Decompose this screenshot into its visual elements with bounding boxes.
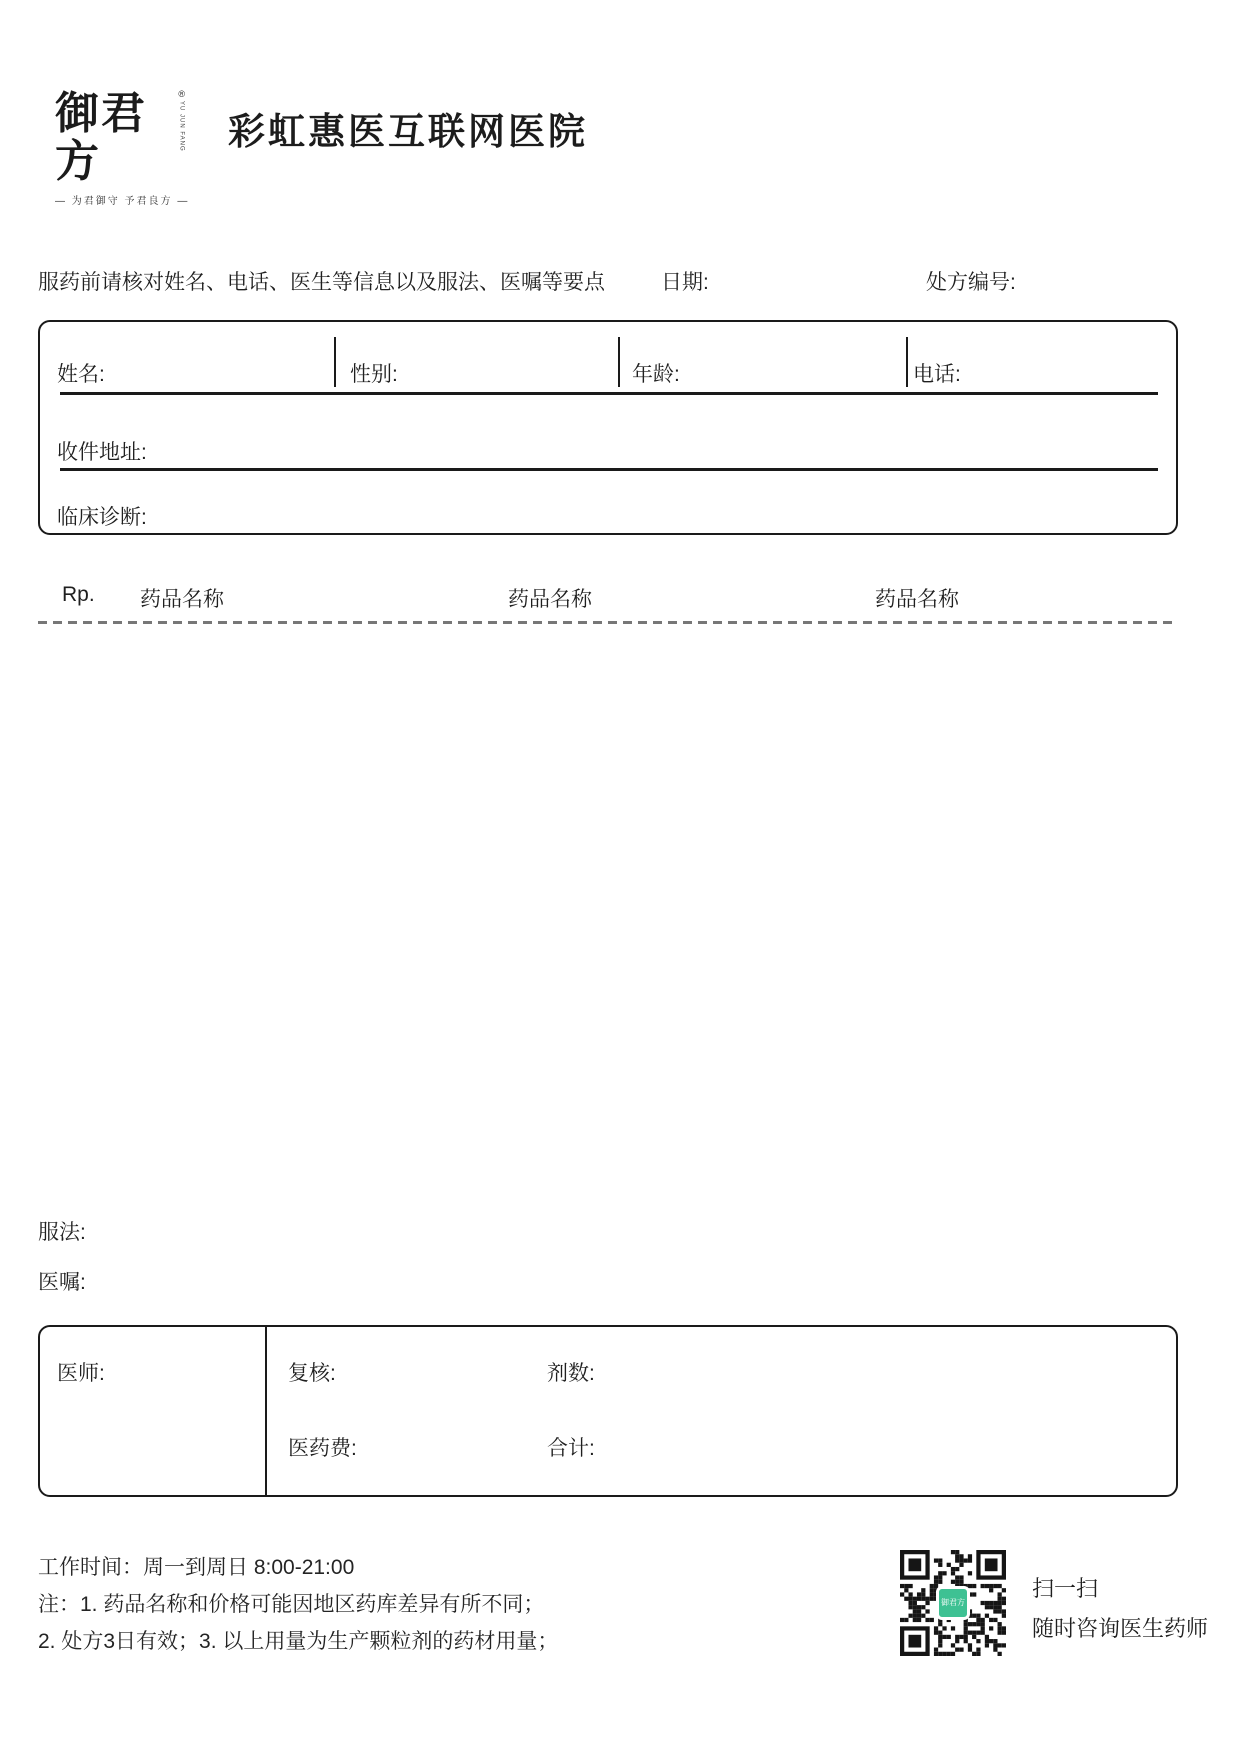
patient-phone-label: 电话: bbox=[913, 363, 961, 386]
dashed-separator bbox=[38, 621, 1178, 624]
review-label: 复核: bbox=[288, 1362, 336, 1385]
qr-code bbox=[900, 1550, 1006, 1656]
brand-logo-marks bbox=[178, 90, 185, 152]
drug-name-column-header: 药品名称 bbox=[140, 588, 224, 611]
row-divider bbox=[60, 392, 1158, 395]
rp-label: Rp. bbox=[62, 583, 95, 606]
signature-fee-box bbox=[38, 1325, 1178, 1497]
doctor-label: 医师: bbox=[57, 1362, 105, 1385]
brand-logo-text: 御君方 bbox=[55, 88, 147, 188]
column-divider bbox=[334, 337, 336, 387]
usage-method-label: 服法: bbox=[38, 1221, 86, 1244]
qr-scan-sub-label: 随时咨询医生药师 bbox=[1032, 1616, 1209, 1641]
work-time-line: 工作时间：周一到周日 8:00-21:00 bbox=[38, 1556, 355, 1579]
column-divider bbox=[265, 1327, 267, 1495]
shipping-address-label: 收件地址: bbox=[57, 441, 147, 464]
doctor-advice-label: 医嘱: bbox=[38, 1271, 86, 1294]
drug-name-column-header: 药品名称 bbox=[508, 588, 592, 611]
patient-info-box bbox=[38, 320, 1178, 535]
patient-name-label: 姓名: bbox=[57, 363, 105, 386]
brand-logo bbox=[55, 88, 190, 207]
clinical-diagnosis-label: 临床诊断: bbox=[57, 506, 147, 529]
dose-count-label: 剂数: bbox=[547, 1362, 595, 1385]
note-line-1: 注：1. 药品名称和价格可能因地区药库差异有所不同； bbox=[38, 1593, 545, 1616]
date-label: 日期: bbox=[661, 271, 709, 294]
prescription-number-label: 处方编号: bbox=[926, 271, 1016, 294]
registered-trademark-icon: ® bbox=[178, 89, 185, 99]
total-label: 合计: bbox=[547, 1437, 595, 1460]
qr-scan-label: 扫一扫 bbox=[1032, 1576, 1099, 1601]
medicine-fee-label: 医药费: bbox=[288, 1437, 357, 1460]
patient-age-label: 年龄: bbox=[632, 363, 680, 386]
medication-notice: 服药前请核对姓名、电话、医生等信息以及服法、医嘱等要点 bbox=[38, 271, 605, 294]
column-divider bbox=[906, 337, 908, 387]
drug-name-column-header: 药品名称 bbox=[875, 588, 959, 611]
brand-tagline: — 为君御守 予君良方 — bbox=[55, 195, 190, 207]
column-divider bbox=[618, 337, 620, 387]
qr-center-logo: 御君方 bbox=[936, 1586, 970, 1620]
hospital-title: 彩虹惠医互联网医院 bbox=[228, 111, 588, 152]
row-divider bbox=[60, 468, 1158, 471]
patient-gender-label: 性别: bbox=[350, 363, 398, 386]
brand-logo-pinyin: YU JUN FANG bbox=[178, 101, 185, 152]
note-line-2: 2. 处方3日有效；3. 以上用量为生产颗粒剂的药材用量； bbox=[38, 1630, 559, 1653]
